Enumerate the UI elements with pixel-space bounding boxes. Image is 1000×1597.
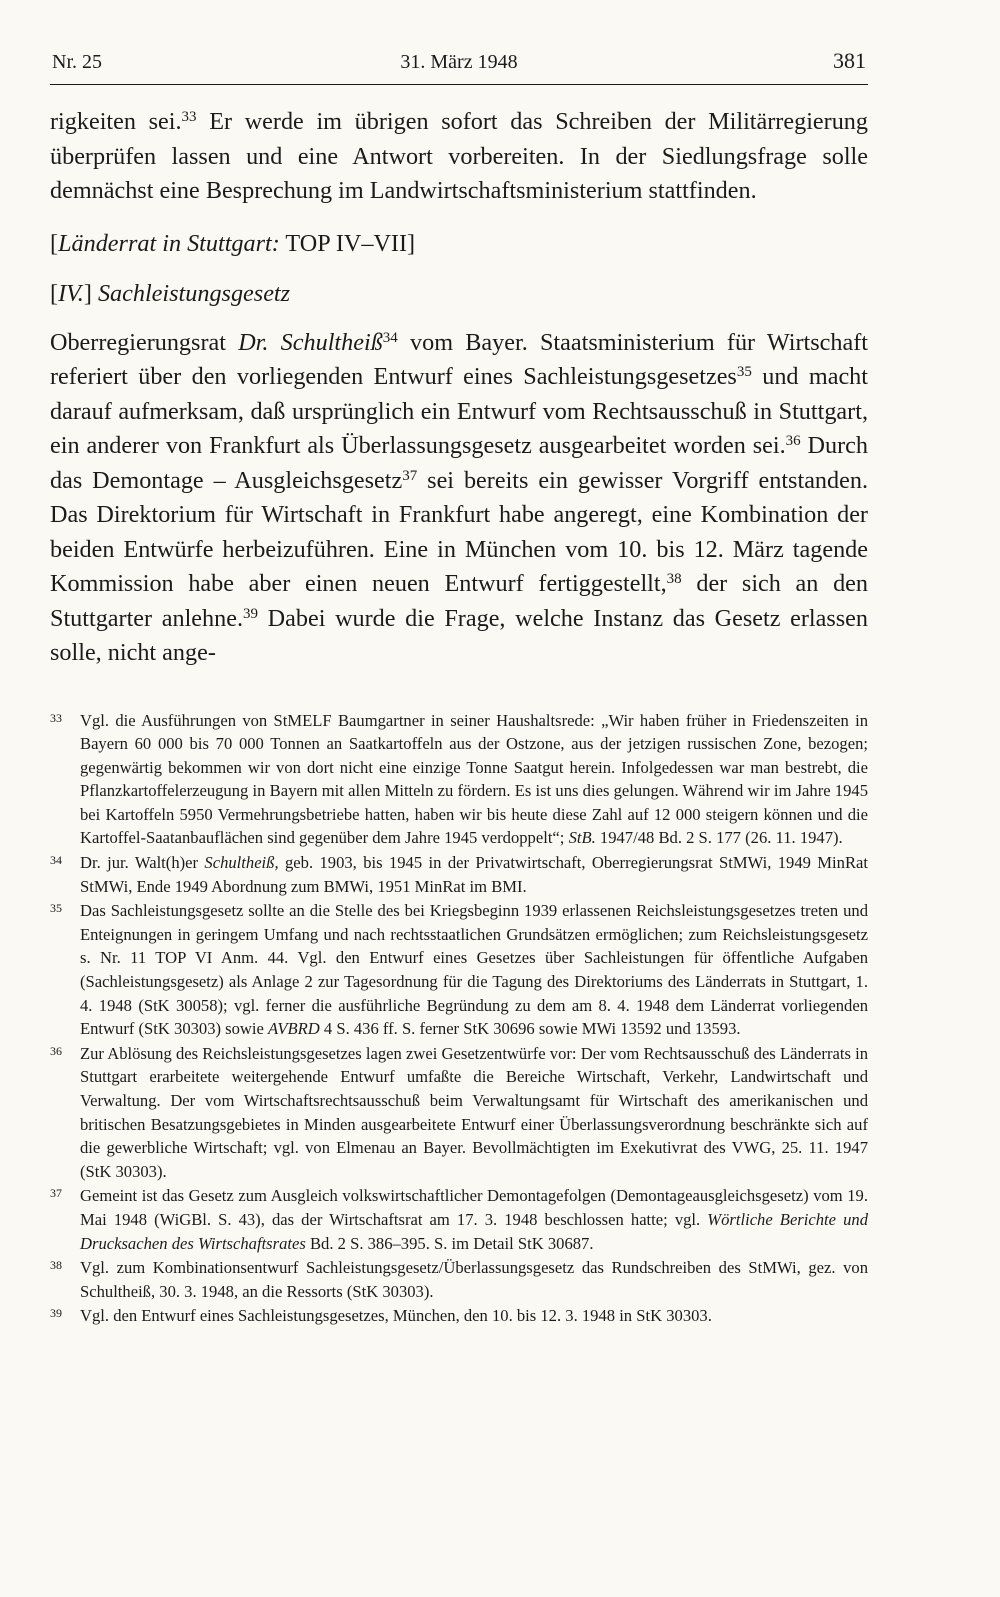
header-rule [50, 84, 868, 85]
footnote-number: 36 [50, 1043, 62, 1058]
footnote-number: 37 [50, 1186, 62, 1201]
paragraph-continuation: rigkeiten sei.$^{33}$ Er werde im übrigen sofort das Schreiben der Militärregierung überprüfen lassen und eine Antwort vorbereiten. In der Siedlungsfrage solle demnächst eine Besprechung im Landwirtschaftsministerium stattfinden. [50, 108, 868, 204]
section-heading-sachleistungsgesetz: [IV.] Sachleistungsgesetz [50, 280, 291, 307]
footnote-ref-37: 37 [402, 467, 418, 484]
footnote-37: 37 Gemeint ist das Gesetz zum Ausgleich volkswirtschaftlicher Demontagefolgen (Demontageausgleichsgesetz) vom 19. Mai 1948 (WiGBl. S. 43), das der Wirtschaftsrat am 17. 3. 1948 beschlossen hatte; vgl. Wörtliche Berichte und Drucksachen des Wirtschaftsrates Bd. 2 S. 386–395. S. im Detail StK 30687. [50, 1186, 868, 1253]
footnote-36: 36 Zur Ablösung des Reichsleistungsgesetzes lagen zwei Gesetzentwürfe vor: Der vom Rechtsausschuß des Länderrats in Stuttgart erarbeitete weitergehende Entwurf umfaßte die Bereiche Wirtschaft, Verkehr, Landwirtschaft und Verwaltung. Der vom Wirtschaftsrechtsausschuß beim Verwaltungsamt für Wirtschaft des amerikanischen und britischen Besatzungsgebietes in Minden ausgearbeitete Entwurf einer Überlassungsverordnung beschränkte sich auf die gewerbliche Wirtschaft; vgl. von Elmenau an Bayer. Bevollmächtigten im Exekutivrat des VWG, 25. 11. 1947 (StK 30303). [50, 1043, 868, 1181]
footnote-ref-38: 38 [666, 570, 682, 587]
document-number: Nr. 25 [52, 51, 102, 73]
footnote-number: 38 [50, 1258, 62, 1273]
footnote-number: 34 [50, 853, 62, 868]
footnote-33: 33 Vgl. die Ausführungen von StMELF Baumgartner in seiner Haushaltsrede: „Wir haben früher in Friedenszeiten in Bayern 60 000 bis 70 000 Tonnen an Saatkartoffeln aus der Ostzone, aus der jetzigen russischen Zone, bezogen; gegenwärtig bekommen wir von dort nicht eine einzige Tonne Saatgut herein. Infolgedessen war man bestrebt, die Pflanzkartoffelerzeugung in Bayern mit allen Mitteln zu fördern. Es ist uns dies gelungen. Während wir im Jahre 1945 bei Kartoffeln 5950 Vermehrungsbetriebe hatten, haben wir bis heute diese Zahl auf 12 000 steigern können und die Kartoffel-Saatanbauflächen sind gegenüber dem Jahre 1945 verdoppelt“; StB. 1947/48 Bd. 2 S. 177 (26. 11. 1947). [50, 710, 868, 848]
page-number: 381 [833, 48, 866, 73]
body-text [50, 105, 868, 671]
section-heading-laenderrat: [Länderrat in Stuttgart: TOP IV–VII] [50, 229, 416, 257]
footnote-ref-35: 35 [736, 363, 752, 380]
document-page [50, 48, 868, 1328]
paragraph-report: Oberregierungsrat Dr. Schultheiß$^{34}$ vom Bayer. Staatsministerium für Wirtschaft referiert über den vorliegenden Entwurf eines Sachleistungsgesetzes$^{35}$ und macht darauf aufmerksam, daß ursprünglich ein Entwurf vom Rechtsausschuß in Stuttgart, ein anderer von Frankfurt als Überlassungsgesetz ausgearbeitet worden sei.$^{36}$ Durch das Demontage – Ausgleichsgesetz$^{37}$ sei bereits ein gewisser Vorgriff entstanden. Das Direktorium für Wirtschaft in Frankfurt habe angeregt, eine Kombination der beiden Entwürfe herbeizuführen. Eine in München vom 10. bis 12. März tagende Kommission habe aber einen neuen Entwurf fertiggestellt,$^{38}$ der sich an den Stuttgarter anlehne.$^{39}$ Dabei wurde die Frage, welche Instanz das Gesetz erlassen solle, nicht ange- [50, 328, 869, 666]
footnote-38: 38 Vgl. zum Kombinationsentwurf Sachleistungsgesetz/Überlassungsgesetz das Rundschreiben des StMWi, gez. von Schultheiß, 30. 3. 1948, an die Ressorts (StK 30303). [50, 1258, 868, 1301]
footnote-number: 33 [50, 710, 62, 725]
footnote-ref-34: 34 [382, 329, 398, 346]
footnote-number: 35 [50, 901, 62, 916]
document-date: 31. März 1948 [400, 51, 518, 73]
footnotes [50, 709, 868, 1328]
person-name: Dr. Schultheiß [238, 328, 383, 356]
footnote-ref-33: 33 [181, 108, 197, 125]
footnote-ref-36: 36 [785, 432, 801, 449]
footnote-ref-39: 39 [243, 605, 259, 622]
footnote-35: 35 Das Sachleistungsgesetz sollte an die Stelle des bei Kriegsbeginn 1939 erlassenen Reichsleistungsgesetzes treten und Enteignungen in geringem Umfang und nach rechtsstaatlichen Grundsätzen ermöglichen; zum Reichsleistungsgesetz s. Nr. 11 TOP VI Anm. 44. Vgl. den Entwurf eines Gesetzes über Sachleistungen für öffentliche Aufgaben (Sachleistungsgesetz) als Anlage 2 zur Tagesordnung für die Tagung des Direktoriums des Länderrats in Stuttgart, 1. 4. 1948 (StK 30058); vgl. ferner die ausführliche Begründung zu dem am 8. 4. 1948 dem Länderrat vorliegenden Entwurf (StK 30303) sowie AVBRD 4 S. 436 ff. S. ferner StK 30696 sowie MWi 13592 und 13593. [50, 901, 868, 1039]
footnote-number: 39 [50, 1306, 62, 1321]
footnote-34: 34 Dr. jur. Walt(h)er Schultheiß, geb. 1903, bis 1945 in der Privatwirtschaft, Oberregierungsrat StMWi, 1949 MinRat StMWi, Ende 1949 Abordnung zum BMWi, 1951 MinRat im BMI. [50, 853, 869, 896]
footnote-39: 39 Vgl. den Entwurf eines Sachleistungsgesetzes, München, den 10. bis 12. 3. 1948 in StK 30303. [50, 1306, 712, 1326]
running-head [50, 48, 868, 82]
